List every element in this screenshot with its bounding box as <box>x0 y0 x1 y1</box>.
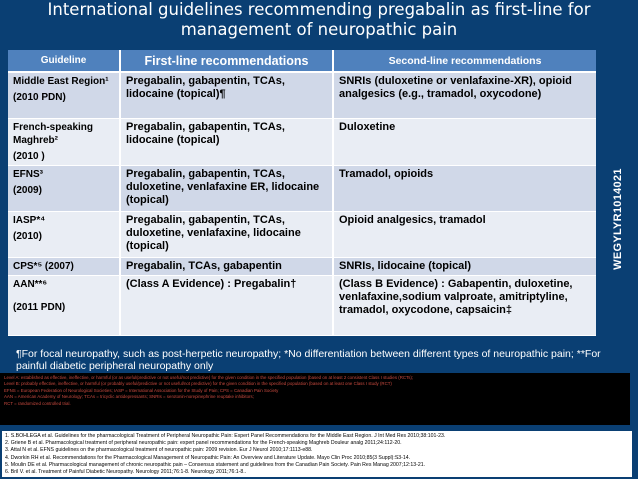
guideline-year: (2010 PDN) <box>13 92 66 103</box>
reference-item: 2. Griene B et al. Pharmacological treatment of peripheral neuropathic pain: expert panel recommendations for the French-speaking Maghreb Douleur analg 2011;24:112-20. <box>5 440 402 447</box>
cell-guideline <box>8 72 120 118</box>
cell-guideline <box>8 118 120 165</box>
reference-item: 5. Moulin DE et al. Pharmacological management of chronic neuropathic pain – Consensus statement and guidelines from the Canadian Pain Society. Pain Res Manag 2007;12:13-21. <box>5 461 426 468</box>
reference-item: 6. Bril V. et al. Treatment of Painful Diabetic Neuropathy. Neurology 2011;76:1-8. Neurology 2011;76:1-8.. <box>5 469 247 476</box>
header-first-line: First-line recommendations <box>120 50 333 72</box>
guideline-year: (2010) <box>13 230 42 242</box>
cell-guideline <box>8 257 120 275</box>
abbreviations-box <box>0 373 630 425</box>
cell-guideline <box>8 165 120 211</box>
abbrev-line: EFNS = European Federation of Neurological Societies; IASP = International Association for the Study of Pain; CPS = Canadian Pain Society <box>4 387 279 393</box>
abbrev-line: RCT = randomized controlled trial. <box>4 400 71 406</box>
reference-item: 4. Dworkin RH et al. Recommendations for the Pharmacological Management of Neuropathic Pain: An Overview and Literature Update. Mayo Clin Proc 2010;85(3 Suppl):S3-14. <box>5 454 411 461</box>
side-code-label <box>598 144 638 294</box>
cell-first-line: (Class A Evidence) : Pregabalin† <box>120 275 333 335</box>
header-guideline: Guideline <box>8 50 120 72</box>
guideline-name: CPS*⁵ (2007) <box>13 260 74 272</box>
cell-first-line: Pregabalin, gabapentin, TCAs, lidocaine (topical) <box>120 118 333 165</box>
guideline-year: (2009) <box>13 184 42 196</box>
cell-first-line: Pregabalin, gabapentin, TCAs, duloxetine, venlafaxine ER, lidocaine (topical) <box>120 165 333 211</box>
guidelines-table <box>8 50 596 336</box>
abbrev-line: AAN = American Academy of Neurology; TCAs = tricyclic antidepressants; SNRIs = serotonin-norepinephrine reuptake inhibitors; <box>4 394 254 400</box>
cell-guideline <box>8 275 120 335</box>
header-second-line: Second-line recommendations <box>333 50 596 72</box>
abbrev-line: Level A: established as effective, ineffective, or harmful (or as useful/predictive or not useful/not predictive) for the given condition in the specified population (based on at least 2 consistent Class I studies (RCTs); <box>4 375 414 380</box>
cell-first-line: Pregabalin, gabapentin, TCAs, lidocaine (topical)¶ <box>120 72 333 118</box>
cell-guideline <box>8 211 120 257</box>
cell-first-line: Pregabalin, gabapentin, TCAs, duloxetine, venlafaxine, lidocaine (topical) <box>120 211 333 257</box>
references-box <box>2 431 632 477</box>
side-code-text: WEGYLYR1014021 <box>612 168 625 270</box>
cell-second-line: (Class B Evidence) : Gabapentin, duloxetine, venlafaxine,sodium valproate, amitriptyline, tramadol, oxycodone, capsaicin‡ <box>333 275 596 335</box>
abbrev-line: Level B: probably effective, ineffective, or harmful (or probably useful/predictive or not useful/not predictive) for the given condition in the specified population (based on at least one Class I study (RCT) <box>4 381 392 387</box>
slide-title: International guidelines recommending pregabalin as first-line for management of neuropathic pain <box>47 0 591 39</box>
guideline-name: EFNS³ <box>13 168 43 180</box>
table-row <box>8 165 596 211</box>
cell-second-line: SNRIs, lidocaine (topical) <box>333 257 596 275</box>
cell-second-line: Opioid analgesics, tramadol <box>333 211 596 257</box>
cell-first-line: Pregabalin, TCAs, gabapentin <box>120 257 333 275</box>
table-row <box>8 257 596 275</box>
table-row <box>8 72 596 118</box>
guideline-name: French-speaking Maghreb² <box>13 121 94 146</box>
guideline-name: AAN**⁶ <box>13 278 48 290</box>
cell-second-line: Duloxetine <box>333 118 596 165</box>
guideline-name: IASP*⁴ <box>13 214 46 226</box>
cell-second-line: Tramadol, opioids <box>333 165 596 211</box>
table-row <box>8 275 596 335</box>
reference-item: 1. S.BOHLEGA et al. Guidelines for the pharmacological Treatment of Peripheral Neuropathic Pain: Expert Panel Recommendations for the Middle East Region. J Int Med Res 2010;38:101-23. <box>5 433 446 439</box>
cell-second-line: SNRIs (duloxetine or venlafaxine-XR), opioid analgesics (e.g., tramadol, oxycodone) <box>333 72 596 118</box>
table-row <box>8 118 596 165</box>
table-footnote: ¶For focal neuropathy, such as post-herpetic neuropathy; *No differentiation between different types of neuropathic pain; **For painful diabetic peripheral neuropathy only <box>16 348 601 372</box>
guideline-name: Middle East Region¹ <box>13 76 109 87</box>
guideline-year: (2011 PDN) <box>13 301 66 313</box>
reference-item: 3. Attal N et al. EFNS guidelines on the pharmacological treatment of neuropathic pain: 2009 revision. Eur J Neurol 2010;17:1113-e88. <box>5 447 313 454</box>
table-header-row <box>8 50 596 72</box>
guideline-year: (2010 ) <box>13 150 45 162</box>
table-row <box>8 211 596 257</box>
